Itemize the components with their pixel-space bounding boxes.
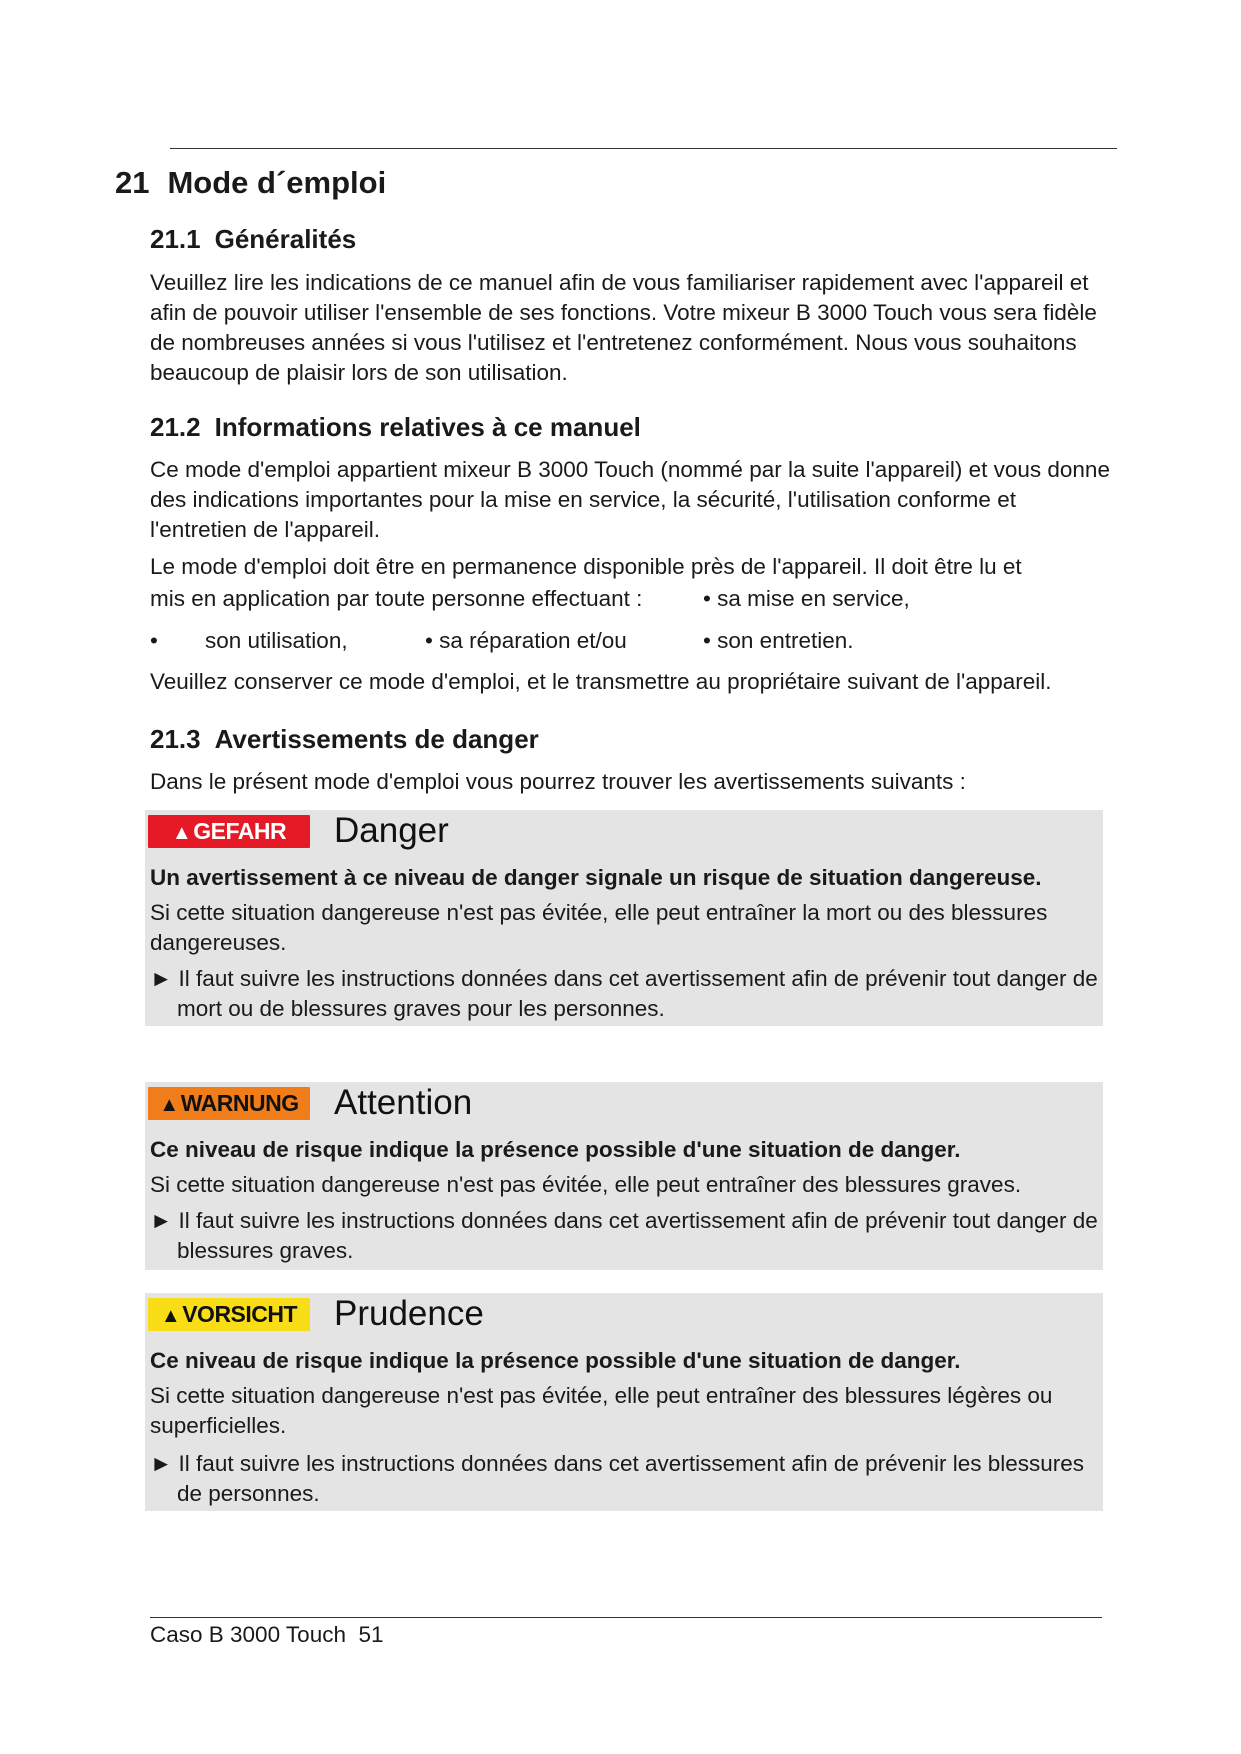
- conservation-paragraph: Veuillez conserver ce mode d'emploi, et le transmettre au propriétaire suivant de l'appareil.: [150, 669, 1052, 694]
- arrow-icon: ►: [150, 966, 173, 991]
- section-title: Mode d´emploi: [167, 165, 387, 200]
- warnung-badge: [148, 1087, 310, 1120]
- bullet-text: son utilisation,: [205, 628, 348, 653]
- subsection-number: 21.3: [150, 724, 201, 754]
- warning-step: [150, 1449, 1107, 1509]
- warning-step: [150, 1206, 1107, 1266]
- warning-title: Prudence: [334, 1294, 484, 1333]
- warning-box-attention: [145, 1082, 1103, 1270]
- badge-label: GEFAHR: [193, 818, 287, 844]
- bullet-dot: •: [425, 628, 433, 653]
- subsection-number: 21.2: [150, 412, 201, 442]
- subsection-heading-avertissements: [150, 724, 539, 755]
- page-number: 51: [358, 1622, 384, 1647]
- warning-title: Danger: [334, 811, 449, 850]
- arrow-icon: ►: [150, 1451, 173, 1476]
- warning-box-prudence: [145, 1293, 1103, 1511]
- subsection-heading-informations: [150, 412, 641, 443]
- warning-triangle-icon: ▲: [159, 1094, 179, 1116]
- bullet-dot: •: [150, 628, 158, 653]
- avertissements-intro: Dans le présent mode d'emploi vous pourrez trouver les avertissements suivants :: [150, 769, 966, 794]
- bullet-item: [425, 626, 627, 656]
- subsection-title: Généralités: [214, 224, 357, 254]
- warning-text: Si cette situation dangereuse n'est pas évitée, elle peut entraîner la mort ou des blessures dangereuses.: [150, 900, 1048, 955]
- warning-title: Attention: [334, 1083, 473, 1122]
- subsection-heading-generalites: [150, 224, 356, 255]
- badge-label: VORSICHT: [182, 1301, 298, 1327]
- section-number: 21: [115, 165, 150, 200]
- gefahr-badge: [148, 815, 310, 848]
- warning-step-text: Il faut suivre les instructions données dans cet avertissement afin de prévenir tout danger de mort ou de blessures graves pour les personnes.: [177, 966, 1098, 1021]
- bullet-text: son entretien.: [717, 628, 854, 653]
- warning-triangle-icon: ▲: [160, 1305, 181, 1327]
- availability-line-2-text: mis en application par toute personne effectuant :: [150, 586, 643, 611]
- header-rule: [170, 148, 1117, 149]
- warning-step: [150, 964, 1107, 1024]
- availability-line-1: Le mode d'emploi doit être en permanence disponible près de l'appareil. Il doit être lu et: [150, 554, 1022, 579]
- informations-paragraph: Ce mode d'emploi appartient mixeur B 3000 Touch (nommé par la suite l'appareil) et vous donne des indications importantes pour la mise en service, la sécurité, l'utilisation conforme et l'entretien de l'appareil.: [150, 457, 1110, 542]
- warning-box-danger: [145, 810, 1103, 1026]
- bullet-row: [150, 626, 1110, 656]
- warning-bold-text: Un avertissement à ce niveau de danger signale un risque de situation dangereuse.: [150, 865, 1042, 890]
- warning-bold-text: Ce niveau de risque indique la présence possible d'une situation de danger.: [150, 1348, 961, 1373]
- bullet-text: sa réparation et/ou: [439, 628, 627, 653]
- generalites-paragraph: Veuillez lire les indications de ce manuel afin de vous familiariser rapidement avec l'appareil et afin de pouvoir utiliser l'ensemble de ses fonctions. Votre mixeur B 3000 Touch vous sera fidèle de nombreuses années si vous l'utilisez et l'entretenez conformément. Nous vous souhaitons beaucoup de plaisir lors de son utilisation.: [150, 270, 1097, 385]
- arrow-icon: ►: [150, 1208, 173, 1233]
- warning-step-text: Il faut suivre les instructions données dans cet avertissement afin de prévenir les blessures de personnes.: [177, 1451, 1085, 1506]
- footer-rule: [150, 1617, 1102, 1618]
- bullet-dot: •: [703, 586, 711, 611]
- vorsicht-badge: [148, 1298, 310, 1331]
- badge-label: WARNUNG: [180, 1090, 299, 1116]
- page-footer: [150, 1622, 384, 1648]
- availability-line-2: [150, 584, 1110, 614]
- subsection-number: 21.1: [150, 224, 201, 254]
- subsection-title: Informations relatives à ce manuel: [214, 412, 641, 442]
- warning-step-text: Il faut suivre les instructions données dans cet avertissement afin de prévenir tout danger de blessures graves.: [177, 1208, 1098, 1263]
- footer-product: Caso B 3000 Touch: [150, 1622, 346, 1647]
- warning-text: Si cette situation dangereuse n'est pas évitée, elle peut entraîner des blessures légères ou superficielles.: [150, 1383, 1053, 1438]
- warning-triangle-icon: ▲: [171, 822, 192, 844]
- warning-bold-text: Ce niveau de risque indique la présence possible d'une situation de danger.: [150, 1137, 961, 1162]
- bullet-dot: •: [703, 628, 711, 653]
- bullet-item: [703, 626, 854, 656]
- section-heading: [115, 165, 386, 201]
- warning-text: Si cette situation dangereuse n'est pas évitée, elle peut entraîner des blessures graves.: [150, 1172, 1022, 1197]
- bullet-text: sa mise en service,: [717, 586, 910, 611]
- bullet-item: [703, 584, 910, 614]
- subsection-title: Avertissements de danger: [214, 724, 539, 754]
